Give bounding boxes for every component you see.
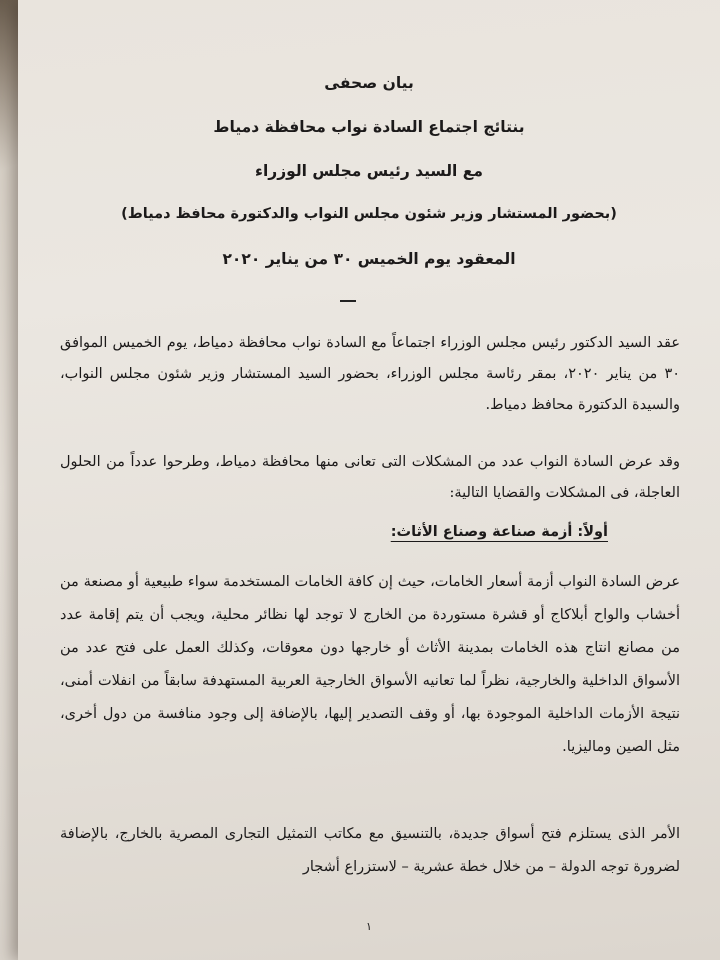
document-subtitle: بنتائج اجتماع السادة نواب محافظة دمياط: [213, 118, 525, 136]
section-paragraph: الأمر الذى يستلزم فتح أسواق جديدة، بالتنسيق مع مكاتب التمثيل التجارى المصرية بالخارج، بالإضافة لضرورة توجه الدولة – من خلال خطة عشرية – لاستزراع أشجار: [60, 826, 680, 875]
section-heading: أولاً: أزمة صناعة وصناع الأثاث:: [390, 524, 608, 540]
body-paragraph: عقد السيد الدكتور رئيس مجلس الوزراء اجتماعاً مع السادة نواب محافظة دمياط، يوم الخميس الموافق ٣٠ من يناير ٢٠٢٠، بمقر رئاسة مجلس الوزراء، بحضور السيد المستشار وزير شئون مجلس النواب، والسيدة الدكتورة محافظ دمياط.: [60, 335, 681, 413]
page-number: ١: [366, 920, 372, 933]
document-title: بيان صحفى: [324, 74, 414, 92]
document-attendance-note: (بحضور المستشار وزير شئون مجلس النواب والدكتورة محافظ دمياط): [121, 206, 617, 222]
body-paragraph: وقد عرض السادة النواب عدد من المشكلات التى تعانى منها محافظة دمياط، وطرحوا عدداً من الحلول العاجلة، فى المشكلات والقضايا التالية:: [60, 454, 680, 501]
document-date-line: المعقود يوم الخميس ٣٠ من يناير ٢٠٢٠: [222, 250, 516, 268]
document-subtitle-line: مع السيد رئيس مجلس الوزراء: [255, 162, 483, 180]
section-paragraph: عرض السادة النواب أزمة أسعار الخامات، حيث إن كافة الخامات المستخدمة سواء طبيعية أو مصنعة من أخشاب والواح أبلاكاج أو قشرة مستوردة من الخارج لا توجد لها نظائر محلية، ويجب أن يتم إقامة عدد من مصانع انتاج هذه الخامات بمدينة الأثاث أو خارجها دون معوقات، وكذلك العمل على فتح عدد من الأسواق الداخلية والخارجية، نظراً لما تعانيه الأسواق الخارجية العربية المستهدفة سابقاً من انفلات أمنى، نتيجة الأزمات الداخلية الموجودة بها، أو وقف التصدير إليها، بالإضافة إلى وجود منافسة من دول أخرى، مثل الصين وماليزيا.: [60, 574, 680, 755]
document-page: [18, 0, 720, 960]
separator-dash: [340, 300, 356, 302]
